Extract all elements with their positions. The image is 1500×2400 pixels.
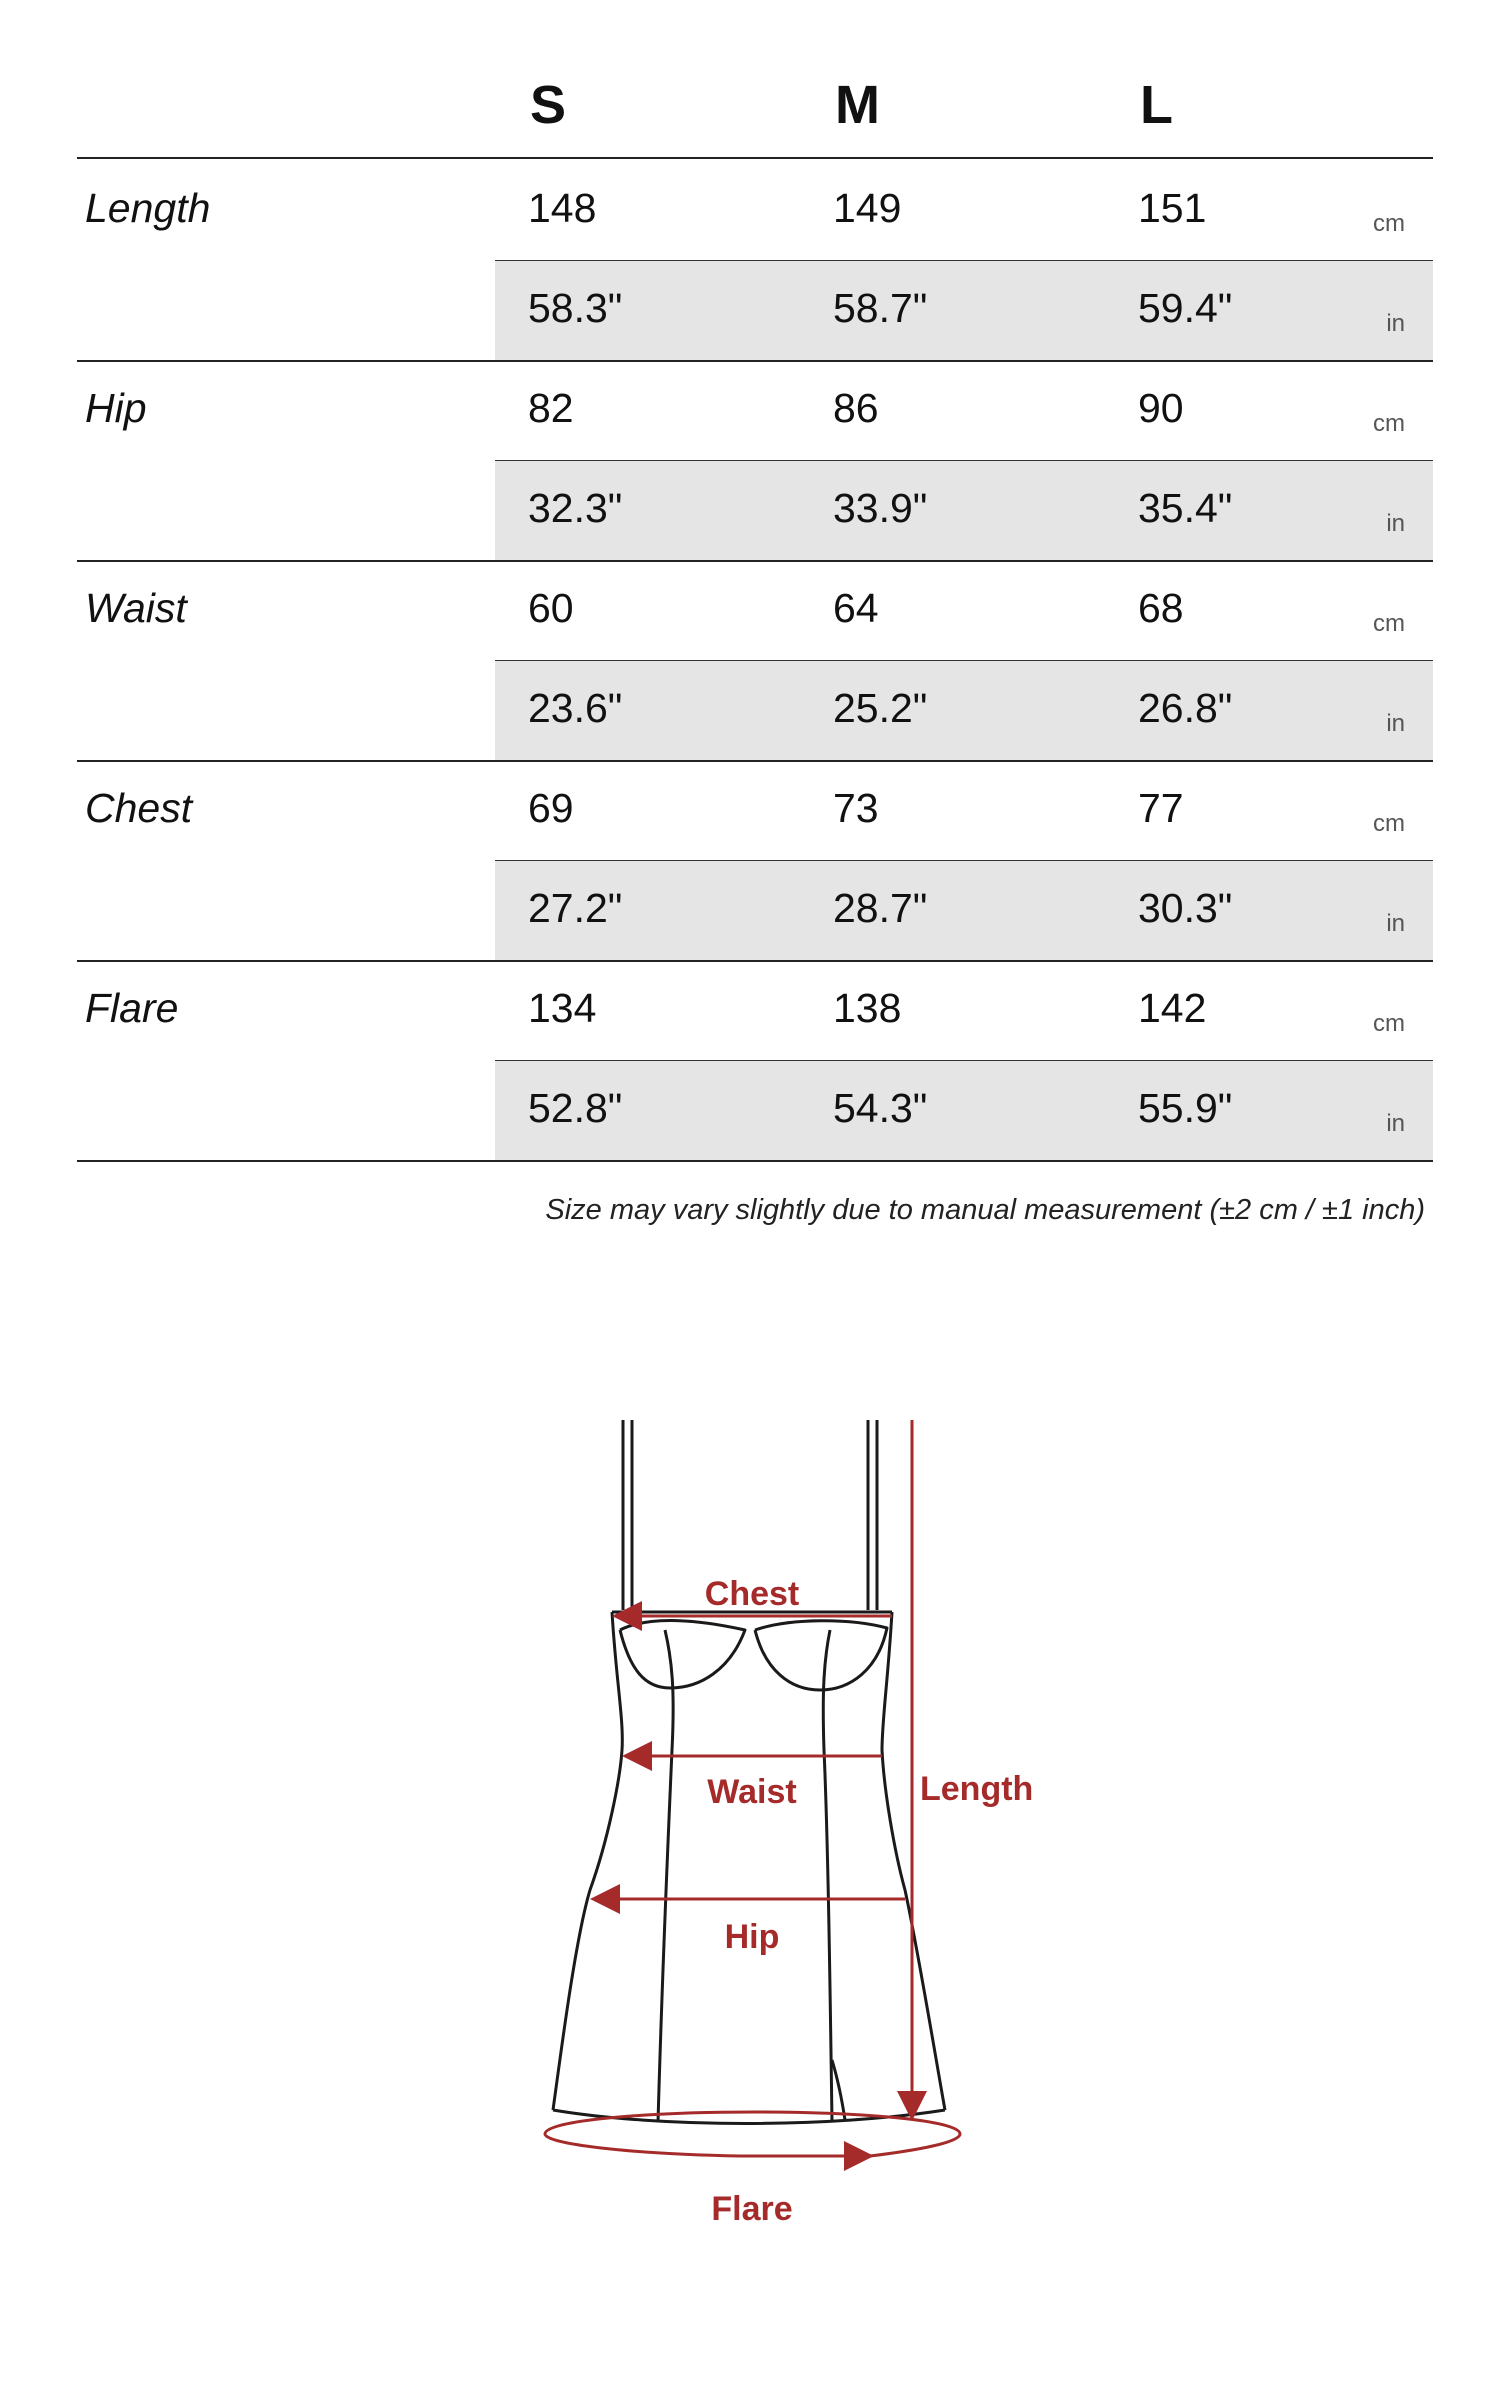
measurement-label: Length [85, 185, 211, 231]
inch-row-band [495, 461, 1433, 561]
measurement-value-in: 58.3" [528, 285, 623, 331]
measurement-note: Size may vary slightly due to manual measurement (±2 cm / ±1 inch) [545, 1194, 1425, 1226]
measurement-value-in: 23.6" [528, 685, 623, 731]
unit-label-cm: cm [1373, 210, 1405, 237]
measurement-value-in: 59.4" [1138, 285, 1233, 331]
dress-measurement-diagram [0, 1420, 1500, 2320]
group-divider [77, 1160, 1433, 1162]
header-divider [77, 157, 1433, 159]
measurement-label: Flare [85, 985, 179, 1031]
measurement-value-cm: 64 [833, 585, 879, 631]
measurement-label: Hip [85, 385, 147, 431]
length-label: Length [920, 1770, 1034, 1808]
unit-label-in: in [1386, 510, 1405, 537]
measurement-value-cm: 73 [833, 785, 879, 831]
measurement-value-in: 52.8" [528, 1085, 623, 1131]
flare-label: Flare [711, 2190, 793, 2228]
unit-label-cm: cm [1373, 1010, 1405, 1037]
measurement-value-cm: 142 [1138, 985, 1207, 1031]
measurement-value-cm: 149 [833, 185, 902, 231]
group-divider [77, 760, 1433, 762]
size-header-l: L [1140, 75, 1173, 135]
unit-label-cm: cm [1373, 810, 1405, 837]
flare-arrow [545, 2112, 960, 2156]
left-princess-seam [658, 1630, 673, 2122]
group-divider [77, 560, 1433, 562]
right-cup [755, 1621, 887, 1690]
waist-label: Waist [707, 1773, 797, 1811]
measurement-value-cm: 69 [528, 785, 574, 831]
measurement-value-in: 35.4" [1138, 485, 1233, 531]
dress-outline [553, 1420, 945, 2124]
measurement-value-in: 25.2" [833, 685, 928, 731]
measurement-value-cm: 86 [833, 385, 879, 431]
unit-label-cm: cm [1373, 410, 1405, 437]
measurement-value-in: 26.8" [1138, 685, 1233, 731]
measurement-value-cm: 77 [1138, 785, 1184, 831]
inch-row-band [495, 261, 1433, 361]
left-side-seam [553, 1612, 622, 2110]
chest-label: Chest [704, 1575, 800, 1613]
group-divider [77, 960, 1433, 962]
unit-label-in: in [1386, 310, 1405, 337]
left-cup [620, 1621, 745, 1688]
right-strap [868, 1420, 877, 1610]
size-header-s: S [530, 75, 567, 135]
measurement-value-cm: 151 [1138, 185, 1207, 231]
measurement-value-in: 54.3" [833, 1085, 928, 1131]
inch-row-band [495, 1061, 1433, 1161]
measurement-value-in: 58.7" [833, 285, 928, 331]
measurement-value-cm: 82 [528, 385, 574, 431]
measurement-label: Chest [85, 785, 193, 831]
unit-label-in: in [1386, 1110, 1405, 1137]
measurement-value-cm: 68 [1138, 585, 1184, 631]
hip-label: Hip [724, 1918, 780, 1956]
unit-label-in: in [1386, 710, 1405, 737]
left-strap [623, 1420, 632, 1610]
inch-row-band [495, 661, 1433, 761]
measurement-value-in: 55.9" [1138, 1085, 1233, 1131]
front-slit [832, 2060, 845, 2120]
unit-label-cm: cm [1373, 610, 1405, 637]
group-divider [77, 360, 1433, 362]
inch-row-band [495, 861, 1433, 961]
size-header-m: M [835, 75, 880, 135]
measurement-value-cm: 134 [528, 985, 597, 1031]
measurement-label: Waist [85, 585, 187, 631]
right-princess-seam [823, 1630, 832, 2122]
measurement-value-in: 30.3" [1138, 885, 1233, 931]
measurement-value-cm: 138 [833, 985, 902, 1031]
measurement-value-cm: 60 [528, 585, 574, 631]
measurement-value-cm: 148 [528, 185, 597, 231]
unit-label-in: in [1386, 910, 1405, 937]
measurement-value-cm: 90 [1138, 385, 1184, 431]
measurement-value-in: 27.2" [528, 885, 623, 931]
measurement-value-in: 32.3" [528, 485, 623, 531]
measurement-value-in: 28.7" [833, 885, 928, 931]
measurement-value-in: 33.9" [833, 485, 928, 531]
